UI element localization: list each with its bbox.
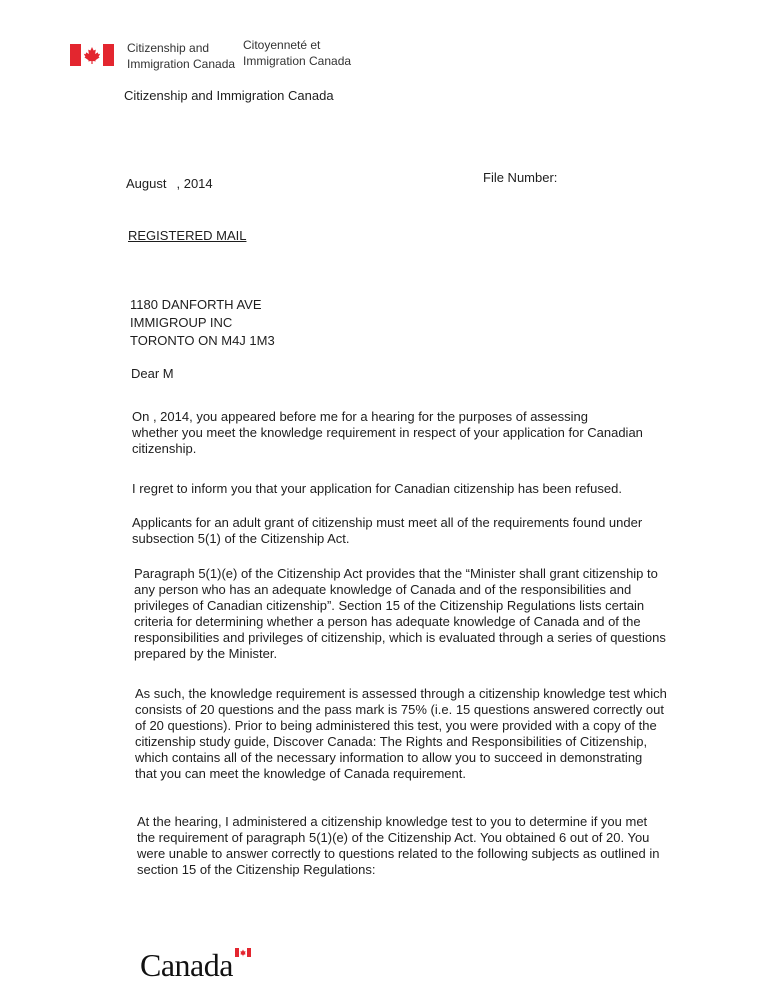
wordmark-flag-icon: [235, 948, 251, 957]
department-name-en: Citizenship and Immigration Canada: [127, 41, 236, 71]
canada-wordmark: [140, 946, 270, 984]
address-line: 1180 DANFORTH AVE: [130, 297, 262, 312]
date-year: , 2014: [176, 176, 213, 191]
department-name-fr: Citoyenneté et Immigration Canada: [243, 38, 352, 68]
paragraph-refusal: I regret to inform you that your application for Canadian citizenship has been refused.: [132, 481, 622, 496]
paragraph-hearing-result: At the hearing, I administered a citizenship knowledge test to you to determine if you met the requirement of paragraph 5(1)(e) of the Citizenship Act. You obtained 6 out of 20. You were unable to answer correctly to questions related to the following subjects as outlined in section 15 of the Citizenship Regulations:: [137, 814, 660, 877]
paragraph-hearing: On , 2014, you appeared before me for a hearing for the purposes of assessing whether you meet the knowledge requirement in respect of your application for Canadian citizenship.: [132, 409, 643, 456]
paragraph-knowledge-test: As such, the knowledge requirement is assessed through a citizenship knowledge test which consists of 20 questions and the pass mark is 75% (i.e. 15 questions answered correctly out of 20 questions). Prior to being administered this test, you were provided with a copy of the citizenship study guide, Discover Canada: The Rights and Responsibilities of Citizenship, which contains all of the necessary information to allow you to succeed in demonstrating that you can meet the knowledge of Canada requirement.: [135, 686, 667, 781]
delivery-method: REGISTERED MAIL: [128, 228, 247, 243]
wordmark-text: Canada: [140, 947, 233, 983]
paragraph-requirements: Applicants for an adult grant of citizenship must meet all of the requirements found under subsection 5(1) of the Citizenship Act.: [132, 515, 643, 546]
paragraph-knowledge-provision: Paragraph 5(1)(e) of the Citizenship Act provides that the “Minister shall grant citizenship to any person who has an adequate knowledge of Canada and of the responsibilities and privileges of Canadian citizenship”. Section 15 of the Citizenship Regulations lists certain criteria for determining whether a person has adequate knowledge of Canada and of the responsibilities and privileges of citizenship, which is evaluated through a series of questions prepared by the Minister.: [134, 566, 666, 661]
letter-date: [126, 176, 213, 191]
recipient-address: [130, 296, 275, 350]
file-number-label: File Number:: [483, 170, 558, 185]
canada-flag-icon: [70, 44, 114, 66]
address-line: IMMIGROUP INC: [130, 315, 233, 330]
letterhead-title: Citizenship and Immigration Canada: [124, 88, 334, 103]
address-line: TORONTO ON M4J 1M3: [130, 333, 275, 348]
salutation: Dear M: [131, 366, 174, 381]
date-month: August: [126, 176, 167, 191]
